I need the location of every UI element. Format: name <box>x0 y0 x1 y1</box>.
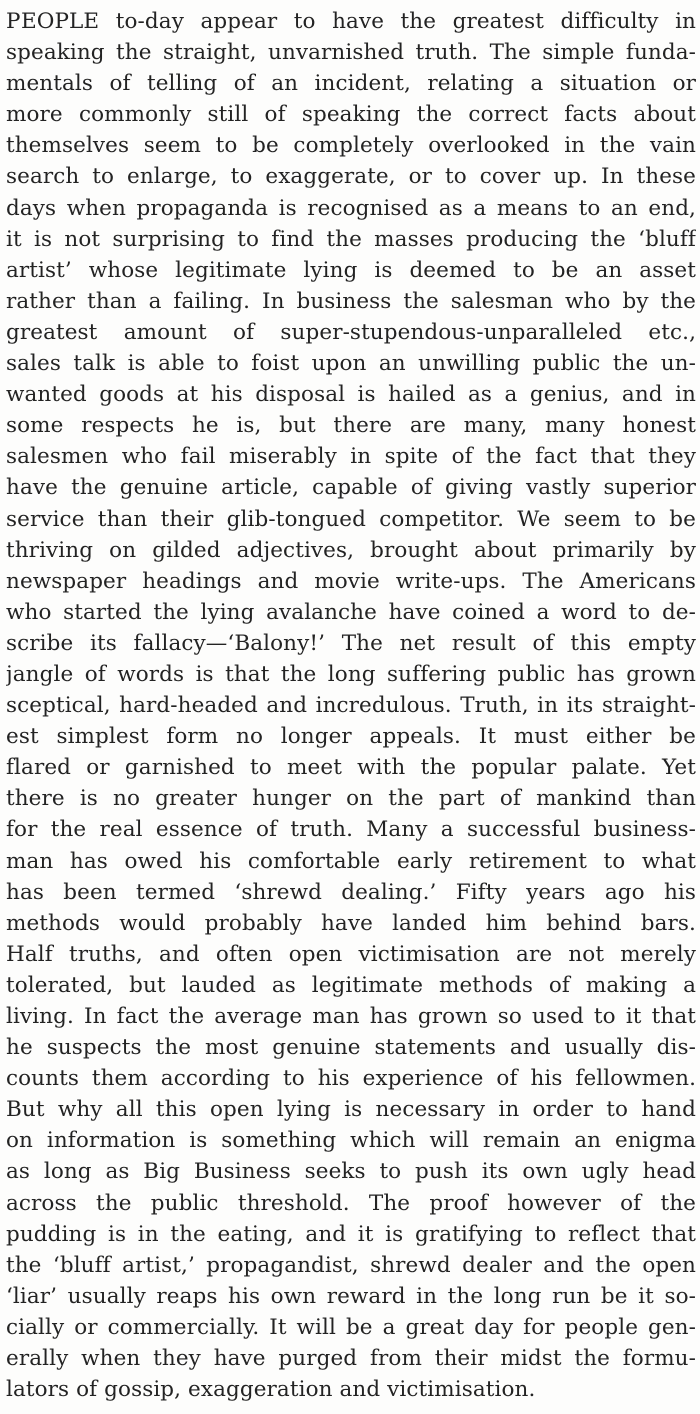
text-line: who started the lying avalanche have coined a word to de- <box>6 599 696 625</box>
text-line: thriving on gilded adjectives, brought about primarily by <box>6 537 696 563</box>
text-line: tolerated, but lauded as legitimate methods of making a <box>6 972 696 998</box>
text-line: greatest amount of super-stupendous-unparalleled etc., <box>6 319 696 345</box>
text-line: speaking the straight, unvarnished truth. The simple funda- <box>6 40 696 66</box>
text-line: rather than a failing. In business the salesman who by the <box>6 288 696 314</box>
text-line: cially or commercially. It will be a great day for people gen- <box>6 1314 696 1340</box>
text-line: flared or garnished to meet with the popular palate. Yet <box>6 755 696 781</box>
text-line: across the public threshold. The proof however of the <box>6 1190 696 1216</box>
text-line: scribe its fallacy—‘Balony!’ The net result of this empty <box>6 630 696 656</box>
article-body <box>6 6 696 1405</box>
text-line: sales talk is able to foist upon an unwilling public the un- <box>6 351 696 377</box>
text-line: man has owed his comfortable early retirement to what <box>6 848 696 874</box>
text-line: salesmen who fail miserably in spite of the fact that they <box>6 444 696 470</box>
text-line: there is no greater hunger on the part of mankind than <box>6 786 696 812</box>
text-line: living. In fact the average man has grown so used to it that <box>6 1004 696 1029</box>
text-line: some respects he is, but there are many, many honest <box>6 413 696 439</box>
text-line: wanted goods at his disposal is hailed as a genius, and in <box>6 382 696 408</box>
text-line: service than their glib-tongued competitor. We seem to be <box>6 506 696 532</box>
text-line: has been termed ‘shrewd dealing.’ Fifty years ago his <box>6 879 696 905</box>
text-line: newspaper headings and movie write-ups. The Americans <box>6 568 696 594</box>
text-line: methods would probably have landed him behind bars. <box>6 910 696 936</box>
text-line: themselves seem to be completely overlooked in the vain <box>6 133 696 159</box>
text-line: erally when they have purged from their midst the formu- <box>6 1346 696 1372</box>
text-line: it is not surprising to find the masses producing the ‘bluff <box>6 226 696 252</box>
text-line: counts them according to his experience of his fellowmen. <box>6 1066 696 1092</box>
text-line: on information is something which will remain an enigma <box>6 1128 696 1154</box>
text-line: est simplest form no longer appeals. It must either be <box>6 724 696 750</box>
text-line: for the real essence of truth. Many a successful business- <box>6 817 696 843</box>
text-line: Half truths, and often open victimisation are not merely <box>6 941 696 967</box>
text-line: more commonly still of speaking the correct facts about <box>6 102 696 128</box>
text-line: have the genuine article, capable of giving vastly superior <box>6 475 696 501</box>
text-line: artist’ whose legitimate lying is deemed to be an asset <box>6 257 696 283</box>
text-line: days when propaganda is recognised as a means to an end, <box>6 195 696 221</box>
text-line: PEOPLE to-day appear to have the greatest difficulty in <box>6 9 696 34</box>
text-line: as long as Big Business seeks to push its own ugly head <box>6 1159 696 1185</box>
text-line: search to enlarge, to exaggerate, or to cover up. In these <box>6 164 696 190</box>
text-line-last: lators of gossip, exaggeration and victimisation. <box>6 1377 536 1403</box>
text-line: ‘liar’ usually reaps his own reward in the long run be it so- <box>6 1283 696 1309</box>
text-line: he suspects the most genuine statements and usually dis- <box>6 1035 696 1061</box>
text-line: pudding is in the eating, and it is gratifying to reflect that <box>6 1221 696 1247</box>
text-line: sceptical, hard-headed and incredulous. Truth, in its straight- <box>6 693 696 719</box>
text-line: mentals of telling of an incident, relating a situation or <box>6 71 696 97</box>
text-line: But why all this open lying is necessary in order to hand <box>6 1097 696 1123</box>
text-line: jangle of words is that the long suffering public has grown <box>6 661 696 687</box>
text-line: the ‘bluff artist,’ propagandist, shrewd dealer and the open <box>6 1252 696 1278</box>
